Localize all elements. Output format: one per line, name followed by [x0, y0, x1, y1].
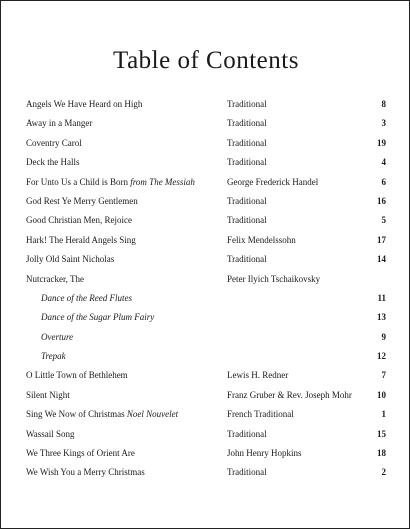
- entry-page-number: 2: [381, 467, 386, 478]
- entry-title-text: Angels We Have Heard on High: [26, 99, 143, 109]
- entry-title-text: Wassail Song: [26, 428, 75, 439]
- entry-composer: French Traditional: [227, 409, 294, 420]
- entry-title: [26, 153, 79, 172]
- entry-page-number: 10: [377, 389, 386, 400]
- entry-title: [26, 405, 178, 424]
- entry-composer: Franz Gruber & Rev. Joseph Mohr: [227, 389, 352, 400]
- entry-title: [26, 95, 142, 114]
- entry-title-italic: from The Messiah: [130, 176, 195, 187]
- entry-composer: Lewis H. Redner: [227, 370, 289, 381]
- entry-title: [41, 289, 132, 308]
- entry-composer: Traditional: [227, 137, 267, 148]
- entry-title: [26, 192, 138, 211]
- entry-page-number: 12: [377, 351, 386, 362]
- entry-title: [26, 366, 128, 385]
- entry-title: [26, 250, 114, 269]
- entry-title-text: Overture: [41, 331, 74, 342]
- toc-entry[interactable]: [1, 463, 410, 482]
- toc-subentry[interactable]: [1, 308, 410, 327]
- entry-title-text: Silent Night: [26, 389, 70, 400]
- entry-title-text: Hark! The Herald Angels Sing: [26, 234, 136, 245]
- entry-title-text: Trepak: [41, 351, 66, 362]
- entry-title-text: We Wish You a Merry Christmas: [26, 467, 145, 478]
- toc-list: [1, 95, 410, 483]
- entry-title-text: God Rest Ye Merry Gentlemen: [26, 195, 138, 206]
- toc-entry[interactable]: [1, 366, 410, 385]
- entry-title: [26, 114, 92, 133]
- entry-title: [26, 463, 145, 482]
- entry-composer: Traditional: [227, 157, 267, 168]
- toc-entry[interactable]: [1, 405, 410, 424]
- toc-entry[interactable]: [1, 211, 410, 230]
- entry-title-text: O Little Town of Bethlehem: [26, 370, 128, 381]
- entry-composer: Traditional: [227, 254, 267, 265]
- entry-title-text: Sing We Now of Christmas: [26, 409, 127, 420]
- entry-title-text: Nutcracker, The: [26, 273, 84, 284]
- entry-title-text: Away in a Manger: [26, 118, 93, 129]
- entry-title: [26, 134, 82, 153]
- page-title: Table of Contents: [113, 47, 299, 74]
- toc-entry[interactable]: [1, 250, 410, 269]
- entry-title: [41, 308, 154, 327]
- entry-title-text: Dance of the Sugar Plum Fairy: [41, 312, 155, 323]
- entry-composer: Traditional: [227, 99, 267, 109]
- entry-title-text: For Unto Us a Child is Born: [26, 176, 131, 187]
- entry-title-text: Jolly Old Saint Nicholas: [26, 254, 115, 265]
- entry-composer: Traditional: [227, 428, 267, 439]
- entry-title: [41, 328, 73, 347]
- entry-composer: Peter Ilyich Tschaikovsky: [227, 273, 321, 284]
- entry-title: [26, 425, 75, 444]
- entry-title-text: Deck the Halls: [26, 157, 80, 168]
- toc-entry[interactable]: [1, 386, 410, 405]
- entry-title-text: Coventry Carol: [26, 137, 82, 148]
- entry-title-text: Good Christian Men, Rejoice: [26, 215, 132, 226]
- entry-composer: Traditional: [227, 215, 267, 226]
- toc-entry[interactable]: [1, 231, 410, 250]
- entry-title: [26, 444, 135, 463]
- toc-entry[interactable]: [1, 425, 410, 444]
- entry-title-italic: Noel Nouvelet: [126, 409, 179, 420]
- entry-composer: Felix Mendelssohn: [227, 234, 296, 245]
- entry-page-number: 9: [381, 331, 386, 342]
- entry-title-text: Dance of the Reed Flutes: [41, 292, 132, 303]
- toc-entry[interactable]: [1, 153, 410, 172]
- entry-page-number: 1: [381, 409, 386, 420]
- entry-title-text: We Three Kings of Orient Are: [26, 448, 135, 459]
- entry-page-number: 16: [377, 195, 386, 206]
- entry-composer: George Frederick Handel: [227, 176, 319, 187]
- toc-entry[interactable]: [1, 270, 410, 289]
- entry-page-number: 13: [377, 312, 386, 323]
- toc-subentry[interactable]: [1, 289, 410, 308]
- entry-title: [26, 173, 195, 192]
- entry-page-number: 11: [377, 292, 386, 303]
- entry-title: [26, 386, 70, 405]
- entry-page-number: 7: [381, 370, 386, 381]
- entry-composer: Traditional: [227, 467, 267, 478]
- entry-composer: Traditional: [227, 195, 267, 206]
- entry-page-number: 19: [377, 137, 386, 148]
- entry-page-number: 18: [377, 448, 386, 459]
- entry-title: [26, 231, 136, 250]
- entry-composer: John Henry Hopkins: [227, 448, 302, 459]
- toc-entry[interactable]: [1, 444, 410, 463]
- toc-entry[interactable]: [1, 192, 410, 211]
- entry-page-number: 3: [381, 118, 386, 129]
- entry-page-number: 14: [377, 254, 386, 265]
- entry-title: [26, 211, 132, 230]
- entry-page-number: 5: [381, 215, 386, 226]
- entry-title: [26, 270, 84, 289]
- toc-subentry[interactable]: [1, 347, 410, 366]
- entry-page-number: 15: [377, 428, 386, 439]
- toc-entry[interactable]: [1, 95, 410, 114]
- entry-page-number: 17: [377, 234, 386, 245]
- toc-entry[interactable]: [1, 134, 410, 153]
- toc-entry[interactable]: [1, 173, 410, 192]
- entry-page-number: 4: [381, 157, 386, 168]
- toc-subentry[interactable]: [1, 328, 410, 347]
- entry-page-number: 6: [381, 176, 386, 187]
- toc-entry[interactable]: [1, 114, 410, 133]
- entry-page-number: 8: [381, 99, 386, 109]
- entry-title: [41, 347, 66, 366]
- entry-composer: Traditional: [227, 118, 267, 129]
